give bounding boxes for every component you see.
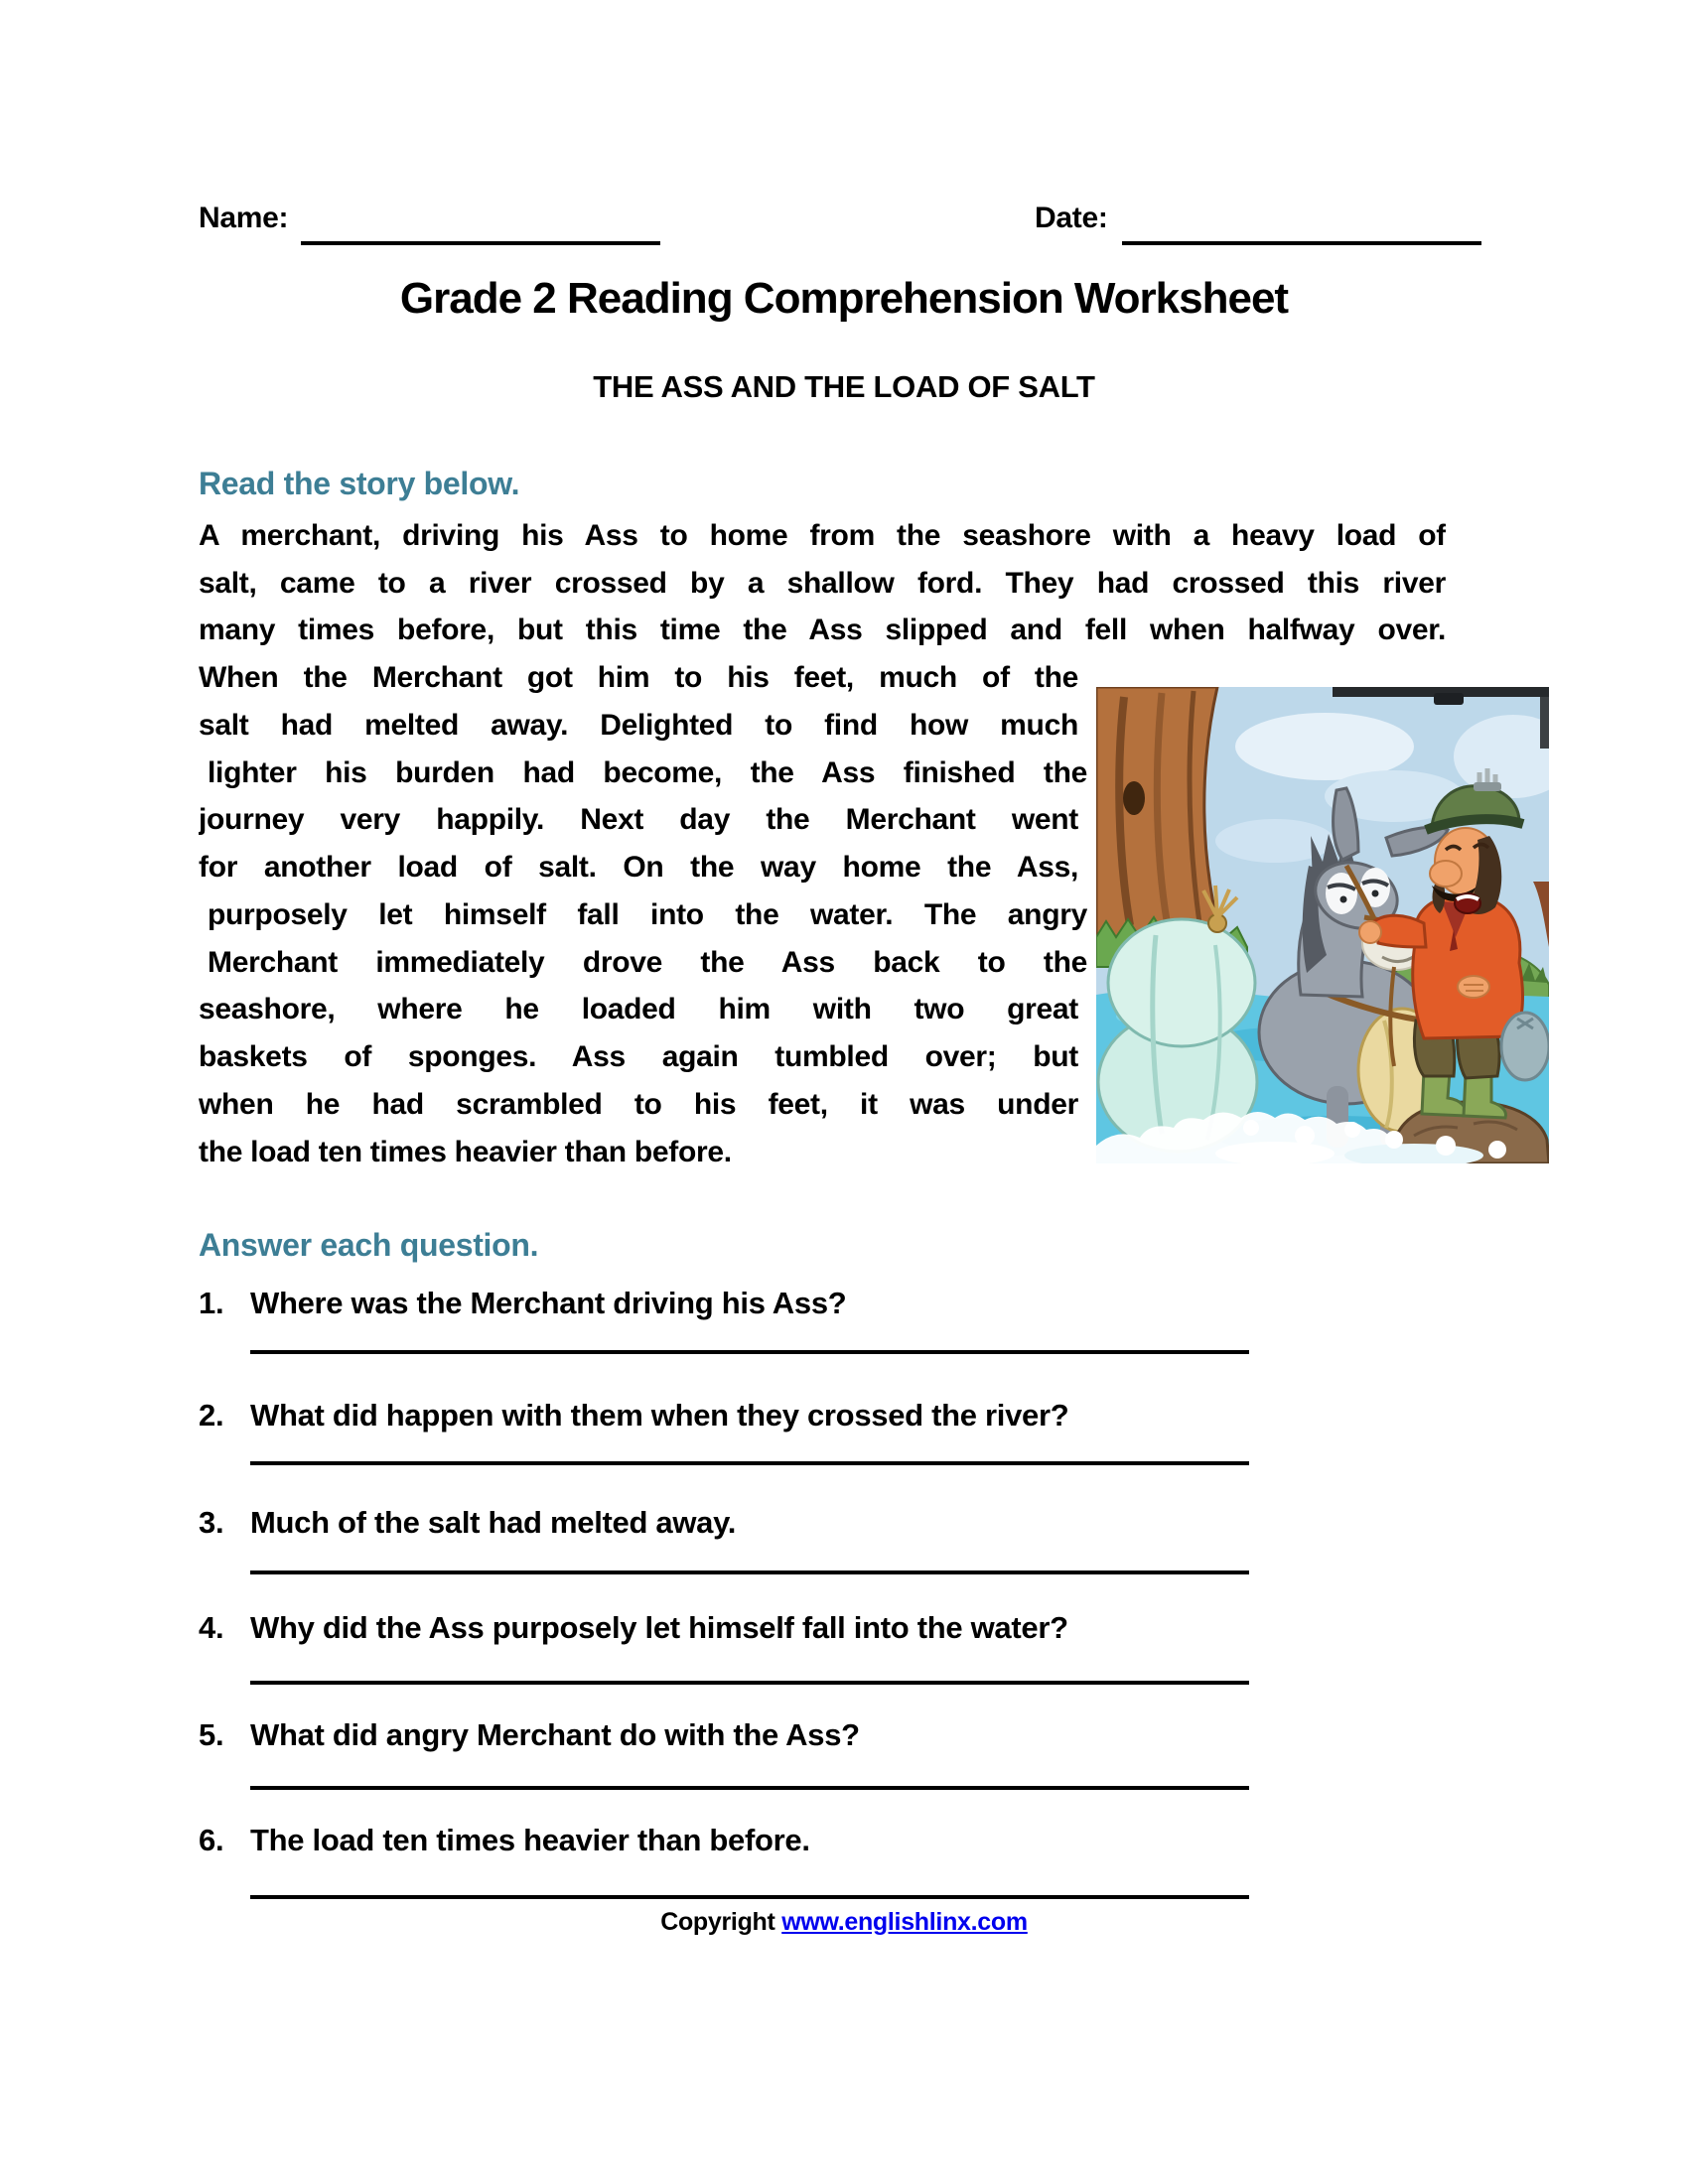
question-row — [199, 1606, 1068, 1650]
story-illustration-image — [1096, 687, 1549, 1163]
copyright-link[interactable]: www.englishlinx.com — [781, 1908, 1028, 1936]
name-label: Name: — [199, 202, 289, 234]
question-text: Why did the Ass purposely let himself fall into the water? — [250, 1610, 1068, 1645]
story-line: the load ten times heavier than before. — [199, 1136, 732, 1168]
question-text: What did happen with them when they crossed the river? — [250, 1398, 1069, 1433]
question-number: 2. — [199, 1398, 224, 1433]
date-label: Date: — [1035, 202, 1108, 234]
answer-blank-line — [250, 1461, 1249, 1465]
question-number: 4. — [199, 1610, 224, 1645]
answer-blank-line — [250, 1786, 1249, 1790]
answer-blank-line — [250, 1350, 1249, 1354]
story-line: many times before, but this time the Ass slipped and fell when halfway over. — [199, 614, 1446, 646]
copyright-line — [0, 1908, 1688, 1937]
date-blank-line — [1122, 241, 1481, 245]
question-number: 5. — [199, 1717, 224, 1752]
question-text: Much of the salt had melted away. — [250, 1505, 737, 1540]
story-line: Merchant immediately drove the Ass back to the — [208, 946, 1087, 979]
story-line: purposely let himself fall into the water. The angry — [208, 898, 1087, 931]
question-text: What did angry Merchant do with the Ass? — [250, 1717, 860, 1752]
name-blank-line — [301, 241, 660, 245]
story-line: salt, came to a river crossed by a shallow ford. They had crossed this river — [199, 567, 1446, 600]
story-line: when he had scrambled to his feet, it was under — [199, 1088, 1078, 1121]
story-line: salt had melted away. Delighted to find how much — [199, 709, 1078, 742]
read-story-heading: Read the story below. — [199, 466, 520, 501]
story-line: journey very happily. Next day the Merchant went — [199, 803, 1078, 836]
answer-questions-heading: Answer each question. — [199, 1227, 539, 1263]
answer-blank-line — [250, 1570, 1249, 1574]
question-row — [199, 1713, 860, 1757]
question-row — [199, 1819, 810, 1862]
page-subtitle: THE ASS AND THE LOAD OF SALT — [593, 369, 1095, 404]
question-number: 6. — [199, 1823, 224, 1857]
story-line: for another load of salt. On the way home the Ass, — [199, 851, 1078, 884]
question-row — [199, 1501, 736, 1545]
copyright-label: Copyright — [660, 1908, 775, 1936]
question-row — [199, 1282, 846, 1325]
page-title: Grade 2 Reading Comprehension Worksheet — [399, 274, 1289, 323]
question-number: 1. — [199, 1286, 224, 1320]
story-line: lighter his burden had become, the Ass finished the — [208, 756, 1087, 789]
story-line: seashore, where he loaded him with two great — [199, 993, 1078, 1025]
answer-blank-line — [250, 1895, 1249, 1899]
story-line: A merchant, driving his Ass to home from the seashore with a heavy load of — [199, 519, 1446, 552]
answer-blank-line — [250, 1681, 1249, 1685]
story-line: baskets of sponges. Ass again tumbled over; but — [199, 1040, 1078, 1073]
question-number: 3. — [199, 1505, 224, 1540]
question-text: The load ten times heavier than before. — [250, 1823, 810, 1857]
question-row — [199, 1394, 1068, 1437]
story-line: When the Merchant got him to his feet, much of the — [199, 661, 1078, 694]
question-text: Where was the Merchant driving his Ass? — [250, 1286, 847, 1320]
